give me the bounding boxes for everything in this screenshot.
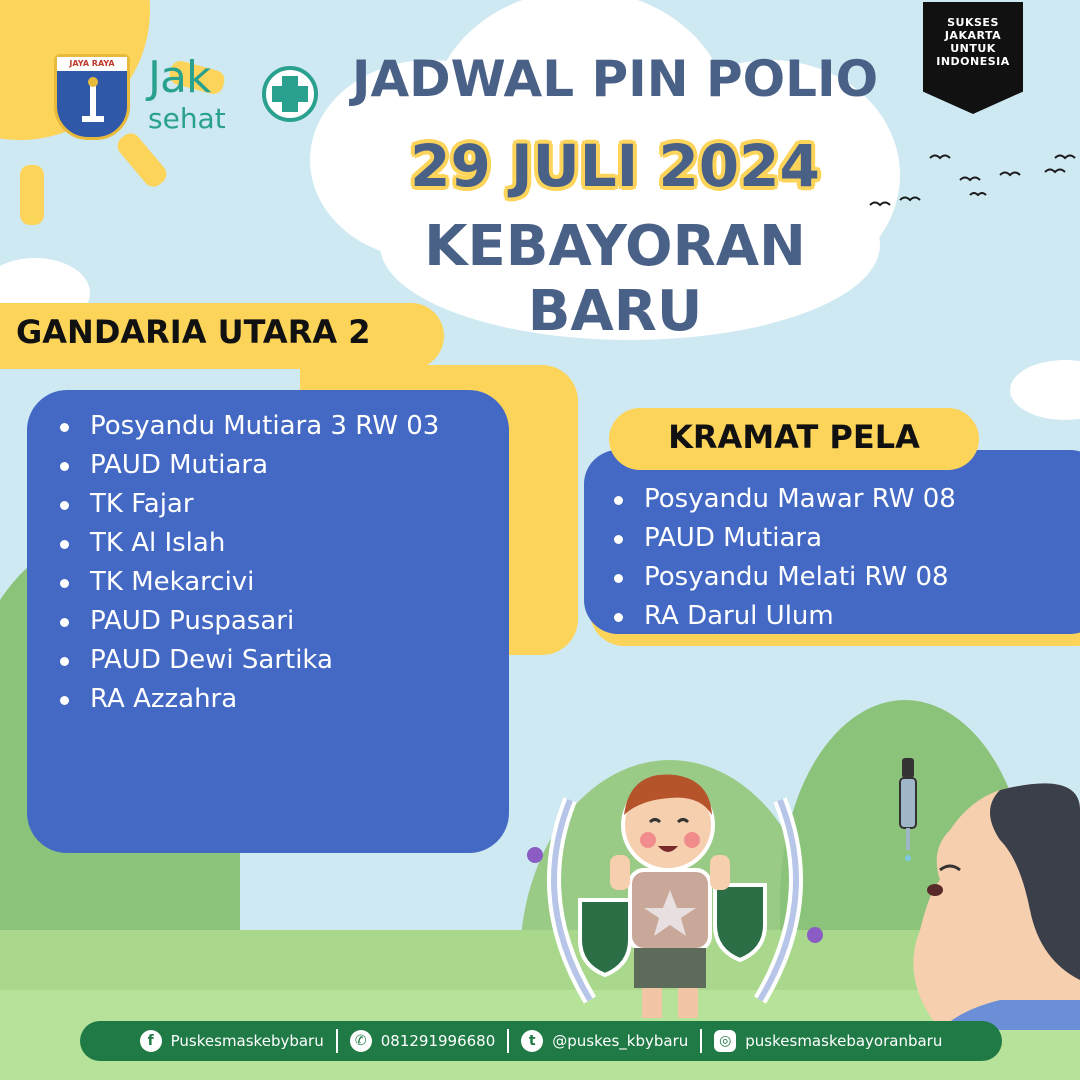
facebook-handle: Puskesmaskebybaru xyxy=(170,1032,324,1050)
list-item: RA Darul Ulum xyxy=(614,597,956,636)
instagram-icon: ◎ xyxy=(714,1030,736,1052)
whatsapp-icon: ✆ xyxy=(350,1030,372,1052)
plus-logo-horizontal xyxy=(272,86,308,102)
badge-text: SUKSES JAKARTA UNTUK INDONESIA xyxy=(936,16,1010,68)
jaksehat-logo-bottom: sehat xyxy=(148,102,226,135)
instagram-handle: puskesmaskebayoranbaru xyxy=(745,1032,943,1050)
list-item: RA Azzahra xyxy=(60,680,439,719)
sun-ray xyxy=(114,129,171,190)
list-item: TK Fajar xyxy=(60,485,439,524)
district-title: KEBAYORAN BARU xyxy=(424,214,806,344)
list-item: Posyandu Mutiara 3 RW 03 xyxy=(60,407,439,446)
page-title: JADWAL PIN POLIO xyxy=(351,50,879,108)
social-footer xyxy=(80,1021,1002,1061)
list-item: PAUD Dewi Sartika xyxy=(60,641,439,680)
footer-whatsapp[interactable] xyxy=(338,1030,508,1052)
twitter-handle: @puskes_kbybaru xyxy=(552,1032,689,1050)
section-heading-kramat: KRAMAT PELA xyxy=(668,418,920,456)
monument-icon xyxy=(78,76,108,128)
whatsapp-number: 081291996680 xyxy=(380,1032,496,1050)
facebook-icon: f xyxy=(140,1030,162,1052)
cloud xyxy=(1010,360,1080,420)
list-item: TK Al Islah xyxy=(60,524,439,563)
child-illustration xyxy=(510,760,840,1030)
location-list-gandaria xyxy=(60,407,439,719)
list-item: Posyandu Melati RW 08 xyxy=(614,558,956,597)
section-heading-gandaria: GANDARIA UTARA 2 xyxy=(16,313,371,351)
crest-motto: JAYA RAYA xyxy=(57,57,127,71)
footer-facebook[interactable] xyxy=(128,1030,336,1052)
list-item: PAUD Mutiara xyxy=(614,519,956,558)
list-item: PAUD Mutiara xyxy=(60,446,439,485)
list-item: TK Mekarcivi xyxy=(60,563,439,602)
twitter-icon: t xyxy=(521,1030,543,1052)
location-list-kramat xyxy=(614,480,956,636)
event-date: 29 JULI 2024 xyxy=(410,132,820,200)
list-item: Posyandu Mawar RW 08 xyxy=(614,480,956,519)
footer-twitter[interactable] xyxy=(509,1030,700,1052)
list-item: PAUD Puspasari xyxy=(60,602,439,641)
jaksehat-logo-top: Jak xyxy=(148,52,211,103)
polio-drop-illustration xyxy=(880,750,1080,1030)
footer-instagram[interactable] xyxy=(702,1030,954,1052)
sun-ray xyxy=(20,165,44,225)
